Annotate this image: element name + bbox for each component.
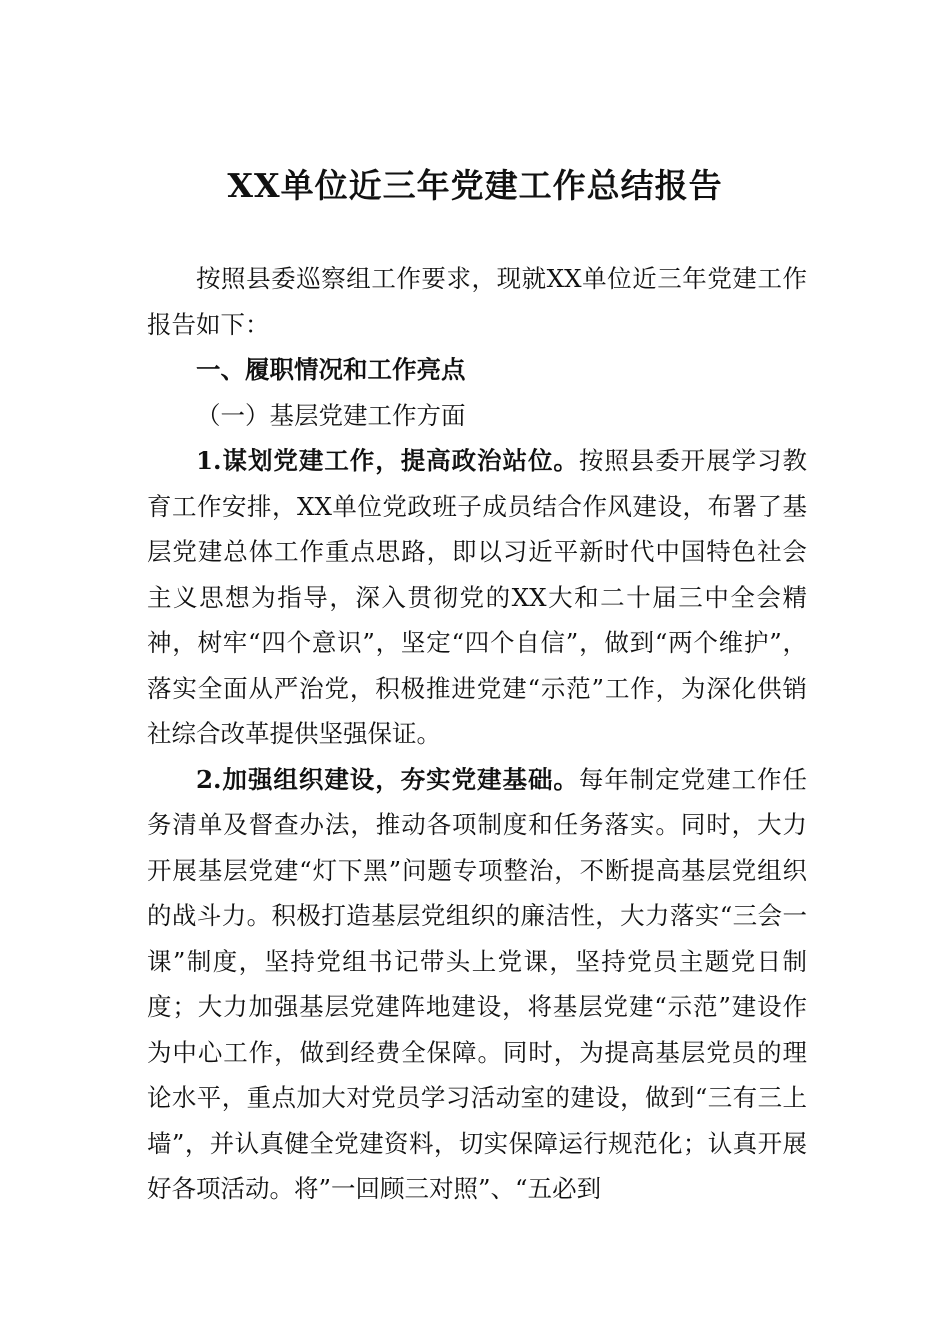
item-1-body: 按照县委开展学习教育工作安排，XX单位党政班子成员结合作风建设，布署了基层党建总体工作重点思路，即以习近平新时代中国特色社会主义思想为指导，深入贯彻党的XX大和二十届三中全会精神，树牢“四个意识”，坚定“四个自信”，做到“两个维护”，落实全面从严治党，积极推进党建“示范”工作，为深化供销社综合改革提供坚强保证。 [147, 446, 807, 748]
document-body [147, 256, 807, 1212]
item-1-lead: 1.谋划党建工作，提高政治站位。 [196, 446, 579, 475]
subsection-heading: （一）基层党建工作方面 [196, 400, 466, 430]
item-2-lead: 2.加强组织建设，夯实党建基础。 [196, 764, 579, 794]
section-heading: 一、履职情况和工作亮点 [196, 355, 466, 384]
item-2-body: 每年制定党建工作任务清单及督查办法，推动各项制度和任务落实。同时，大力开展基层党建“灯下黑”问题专项整治，不断提高基层党组织的战斗力。积极打造基层党组织的廉洁性，大力落实“三会一课”制度，坚持党组书记带头上党课，坚持党员主题党日制度；大力加强基层党建阵地建设，将基层党建“示范”建设作为中心工作，做到经费全保障。同时，为提高基层党员的理论水平，重点加大对党员学习活动室的建设，做到“三有三上墙”，并认真健全党建资料，切实保障运行规范化；认真开展好各项活动。将”一回顾三对照”、“五必到 [147, 764, 807, 1203]
item-paragraph-1 [147, 438, 807, 757]
document-title: XX单位近三年党建工作总结报告 [227, 166, 723, 205]
intro-paragraph: 按照县委巡察组工作要求，现就XX单位近三年党建工作报告如下： [147, 264, 807, 339]
item-paragraph-2 [147, 757, 807, 1212]
